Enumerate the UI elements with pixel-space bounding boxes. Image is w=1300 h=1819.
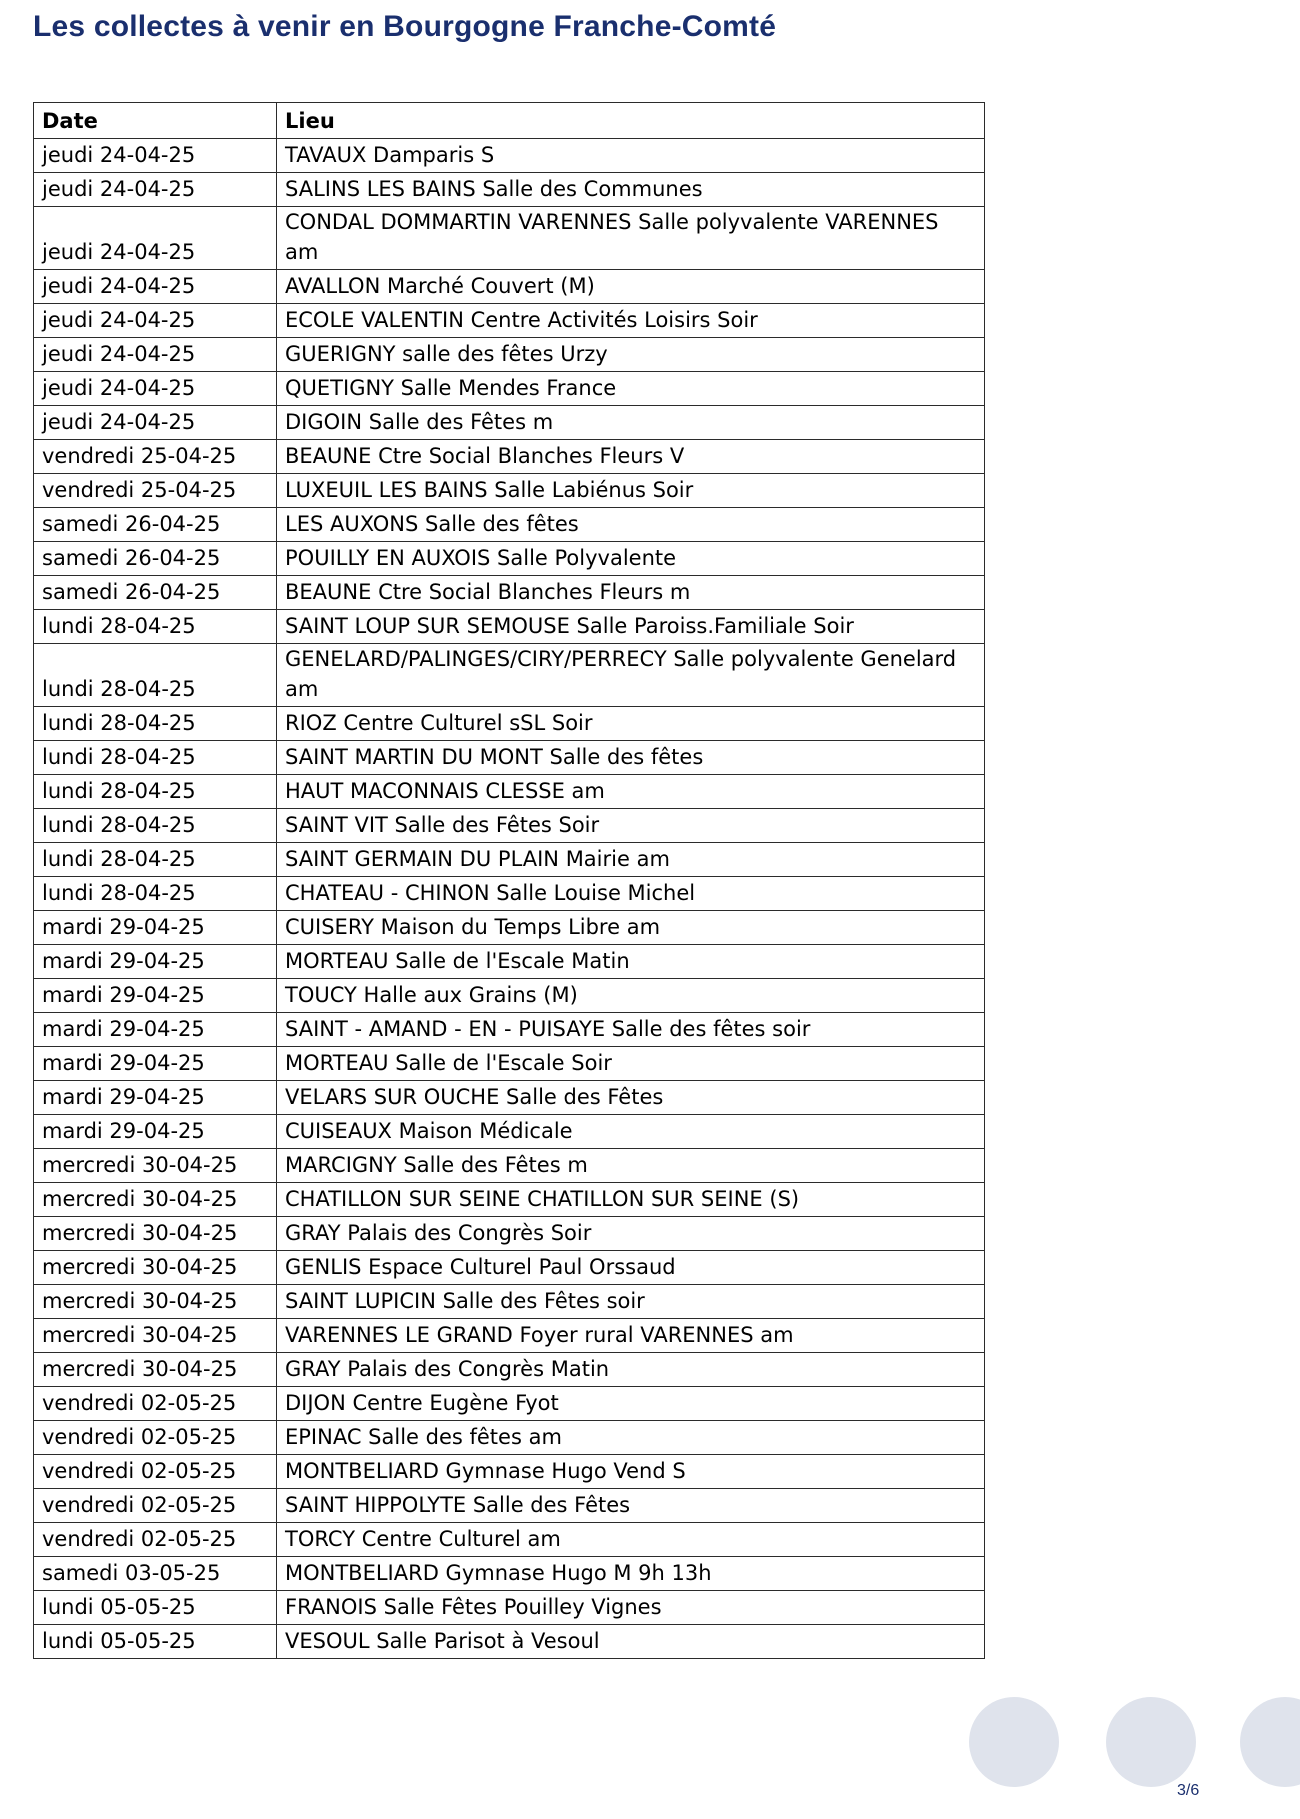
table-row (34, 207, 985, 270)
table-row (34, 843, 985, 877)
table-row (34, 1251, 985, 1285)
table-row (34, 610, 985, 644)
cell-lieu: AVALLON Marché Couvert (M) (277, 270, 985, 304)
cell-date: samedi 03-05-25 (34, 1557, 277, 1591)
cell-lieu: GENELARD/PALINGES/CIRY/PERRECY Salle polyvalente Genelard am (277, 644, 985, 707)
cell-lieu: SAINT LOUP SUR SEMOUSE Salle Paroiss.Familiale Soir (277, 610, 985, 644)
table-row (34, 1013, 985, 1047)
cell-date: lundi 28-04-25 (34, 809, 277, 843)
table-row (34, 1353, 985, 1387)
cell-lieu: SAINT - AMAND - EN - PUISAYE Salle des fêtes soir (277, 1013, 985, 1047)
cell-lieu: SAINT LUPICIN Salle des Fêtes soir (277, 1285, 985, 1319)
cell-lieu: MORTEAU Salle de l'Escale Matin (277, 945, 985, 979)
header-lieu: Lieu (277, 103, 985, 139)
table-row (34, 338, 985, 372)
cell-date: lundi 28-04-25 (34, 707, 277, 741)
cell-lieu: GRAY Palais des Congrès Matin (277, 1353, 985, 1387)
cell-lieu: RIOZ Centre Culturel sSL Soir (277, 707, 985, 741)
table-row (34, 1183, 985, 1217)
table-row (34, 1455, 985, 1489)
cell-date: lundi 28-04-25 (34, 775, 277, 809)
cell-date: mercredi 30-04-25 (34, 1319, 277, 1353)
table-row (34, 877, 985, 911)
cell-date: samedi 26-04-25 (34, 576, 277, 610)
table-row (34, 741, 985, 775)
cell-lieu: VESOUL Salle Parisot à Vesoul (277, 1625, 985, 1659)
table-header-row (34, 103, 985, 139)
cell-lieu: CONDAL DOMMARTIN VARENNES Salle polyvalente VARENNES am (277, 207, 985, 270)
table-row (34, 1285, 985, 1319)
table-row (34, 809, 985, 843)
cell-lieu: SAINT VIT Salle des Fêtes Soir (277, 809, 985, 843)
cell-date: mardi 29-04-25 (34, 1081, 277, 1115)
cell-date: samedi 26-04-25 (34, 542, 277, 576)
table-row (34, 945, 985, 979)
cell-lieu: SALINS LES BAINS Salle des Communes (277, 173, 985, 207)
cell-lieu: GENLIS Espace Culturel Paul Orssaud (277, 1251, 985, 1285)
cell-date: vendredi 25-04-25 (34, 474, 277, 508)
collectes-table (33, 102, 985, 1659)
table-row (34, 979, 985, 1013)
table-row (34, 474, 985, 508)
table-row (34, 406, 985, 440)
cell-lieu: CHATILLON SUR SEINE CHATILLON SUR SEINE (S) (277, 1183, 985, 1217)
cell-lieu: MONTBELIARD Gymnase Hugo M 9h 13h (277, 1557, 985, 1591)
table-row (34, 440, 985, 474)
cell-date: mercredi 30-04-25 (34, 1183, 277, 1217)
table-row (34, 576, 985, 610)
cell-lieu: POUILLY EN AUXOIS Salle Polyvalente (277, 542, 985, 576)
cell-date: vendredi 02-05-25 (34, 1489, 277, 1523)
cell-date: samedi 26-04-25 (34, 508, 277, 542)
decorative-circle (969, 1697, 1059, 1787)
cell-date: mercredi 30-04-25 (34, 1251, 277, 1285)
cell-date: mercredi 30-04-25 (34, 1217, 277, 1251)
cell-date: jeudi 24-04-25 (34, 207, 277, 270)
table-row (34, 1081, 985, 1115)
cell-lieu: EPINAC Salle des fêtes am (277, 1421, 985, 1455)
cell-lieu: QUETIGNY Salle Mendes France (277, 372, 985, 406)
table-row (34, 707, 985, 741)
cell-date: jeudi 24-04-25 (34, 406, 277, 440)
cell-lieu: MARCIGNY Salle des Fêtes m (277, 1149, 985, 1183)
table-row (34, 644, 985, 707)
cell-date: mardi 29-04-25 (34, 945, 277, 979)
cell-date: mercredi 30-04-25 (34, 1353, 277, 1387)
table-row (34, 1387, 985, 1421)
cell-date: mardi 29-04-25 (34, 1115, 277, 1149)
cell-date: jeudi 24-04-25 (34, 270, 277, 304)
table-row (34, 1489, 985, 1523)
cell-date: jeudi 24-04-25 (34, 338, 277, 372)
cell-date: vendredi 02-05-25 (34, 1523, 277, 1557)
cell-date: mardi 29-04-25 (34, 979, 277, 1013)
table-row (34, 1319, 985, 1353)
cell-date: lundi 28-04-25 (34, 610, 277, 644)
cell-lieu: TOUCY Halle aux Grains (M) (277, 979, 985, 1013)
cell-date: vendredi 02-05-25 (34, 1455, 277, 1489)
page-number: 3/6 (1177, 1782, 1200, 1799)
header-date: Date (34, 103, 277, 139)
table-row (34, 775, 985, 809)
cell-lieu: SAINT MARTIN DU MONT Salle des fêtes (277, 741, 985, 775)
table-row (34, 1217, 985, 1251)
table-row (34, 1047, 985, 1081)
table-row (34, 1591, 985, 1625)
cell-lieu: GRAY Palais des Congrès Soir (277, 1217, 985, 1251)
cell-date: mercredi 30-04-25 (34, 1149, 277, 1183)
table-row (34, 1149, 985, 1183)
table-row (34, 911, 985, 945)
table-row (34, 1421, 985, 1455)
cell-lieu: BEAUNE Ctre Social Blanches Fleurs m (277, 576, 985, 610)
cell-date: vendredi 02-05-25 (34, 1421, 277, 1455)
cell-lieu: LES AUXONS Salle des fêtes (277, 508, 985, 542)
cell-lieu: VARENNES LE GRAND Foyer rural VARENNES am (277, 1319, 985, 1353)
table-row (34, 1115, 985, 1149)
cell-lieu: SAINT HIPPOLYTE Salle des Fêtes (277, 1489, 985, 1523)
cell-lieu: MONTBELIARD Gymnase Hugo Vend S (277, 1455, 985, 1489)
cell-date: lundi 28-04-25 (34, 877, 277, 911)
cell-lieu: HAUT MACONNAIS CLESSE am (277, 775, 985, 809)
cell-lieu: FRANOIS Salle Fêtes Pouilley Vignes (277, 1591, 985, 1625)
table-row (34, 508, 985, 542)
table-row (34, 139, 985, 173)
cell-date: jeudi 24-04-25 (34, 173, 277, 207)
cell-date: jeudi 24-04-25 (34, 372, 277, 406)
table-row (34, 372, 985, 406)
cell-date: jeudi 24-04-25 (34, 304, 277, 338)
cell-date: lundi 05-05-25 (34, 1591, 277, 1625)
table-row (34, 1557, 985, 1591)
table-row (34, 1523, 985, 1557)
table-row (34, 542, 985, 576)
cell-date: lundi 05-05-25 (34, 1625, 277, 1659)
cell-date: lundi 28-04-25 (34, 644, 277, 707)
cell-date: mercredi 30-04-25 (34, 1285, 277, 1319)
cell-date: vendredi 25-04-25 (34, 440, 277, 474)
cell-date: vendredi 02-05-25 (34, 1387, 277, 1421)
cell-date: lundi 28-04-25 (34, 741, 277, 775)
cell-date: mardi 29-04-25 (34, 1013, 277, 1047)
decorative-circle (1106, 1697, 1196, 1787)
cell-lieu: DIGOIN Salle des Fêtes m (277, 406, 985, 440)
cell-lieu: SAINT GERMAIN DU PLAIN Mairie am (277, 843, 985, 877)
table-row (34, 1625, 985, 1659)
cell-date: jeudi 24-04-25 (34, 139, 277, 173)
cell-lieu: BEAUNE Ctre Social Blanches Fleurs V (277, 440, 985, 474)
cell-lieu: GUERIGNY salle des fêtes Urzy (277, 338, 985, 372)
table-row (34, 304, 985, 338)
cell-lieu: ECOLE VALENTIN Centre Activités Loisirs Soir (277, 304, 985, 338)
cell-date: mardi 29-04-25 (34, 1047, 277, 1081)
cell-lieu: CUISERY Maison du Temps Libre am (277, 911, 985, 945)
cell-lieu: CHATEAU - CHINON Salle Louise Michel (277, 877, 985, 911)
cell-lieu: CUISEAUX Maison Médicale (277, 1115, 985, 1149)
cell-lieu: LUXEUIL LES BAINS Salle Labiénus Soir (277, 474, 985, 508)
cell-date: mardi 29-04-25 (34, 911, 277, 945)
cell-date: lundi 28-04-25 (34, 843, 277, 877)
table-body (34, 139, 985, 1659)
table-row (34, 270, 985, 304)
cell-lieu: TORCY Centre Culturel am (277, 1523, 985, 1557)
decorative-circle (1240, 1697, 1300, 1787)
cell-lieu: MORTEAU Salle de l'Escale Soir (277, 1047, 985, 1081)
page-title: Les collectes à venir en Bourgogne Franche-Comté (33, 10, 777, 43)
cell-lieu: DIJON Centre Eugène Fyot (277, 1387, 985, 1421)
cell-lieu: VELARS SUR OUCHE Salle des Fêtes (277, 1081, 985, 1115)
table-row (34, 173, 985, 207)
cell-lieu: TAVAUX Damparis S (277, 139, 985, 173)
